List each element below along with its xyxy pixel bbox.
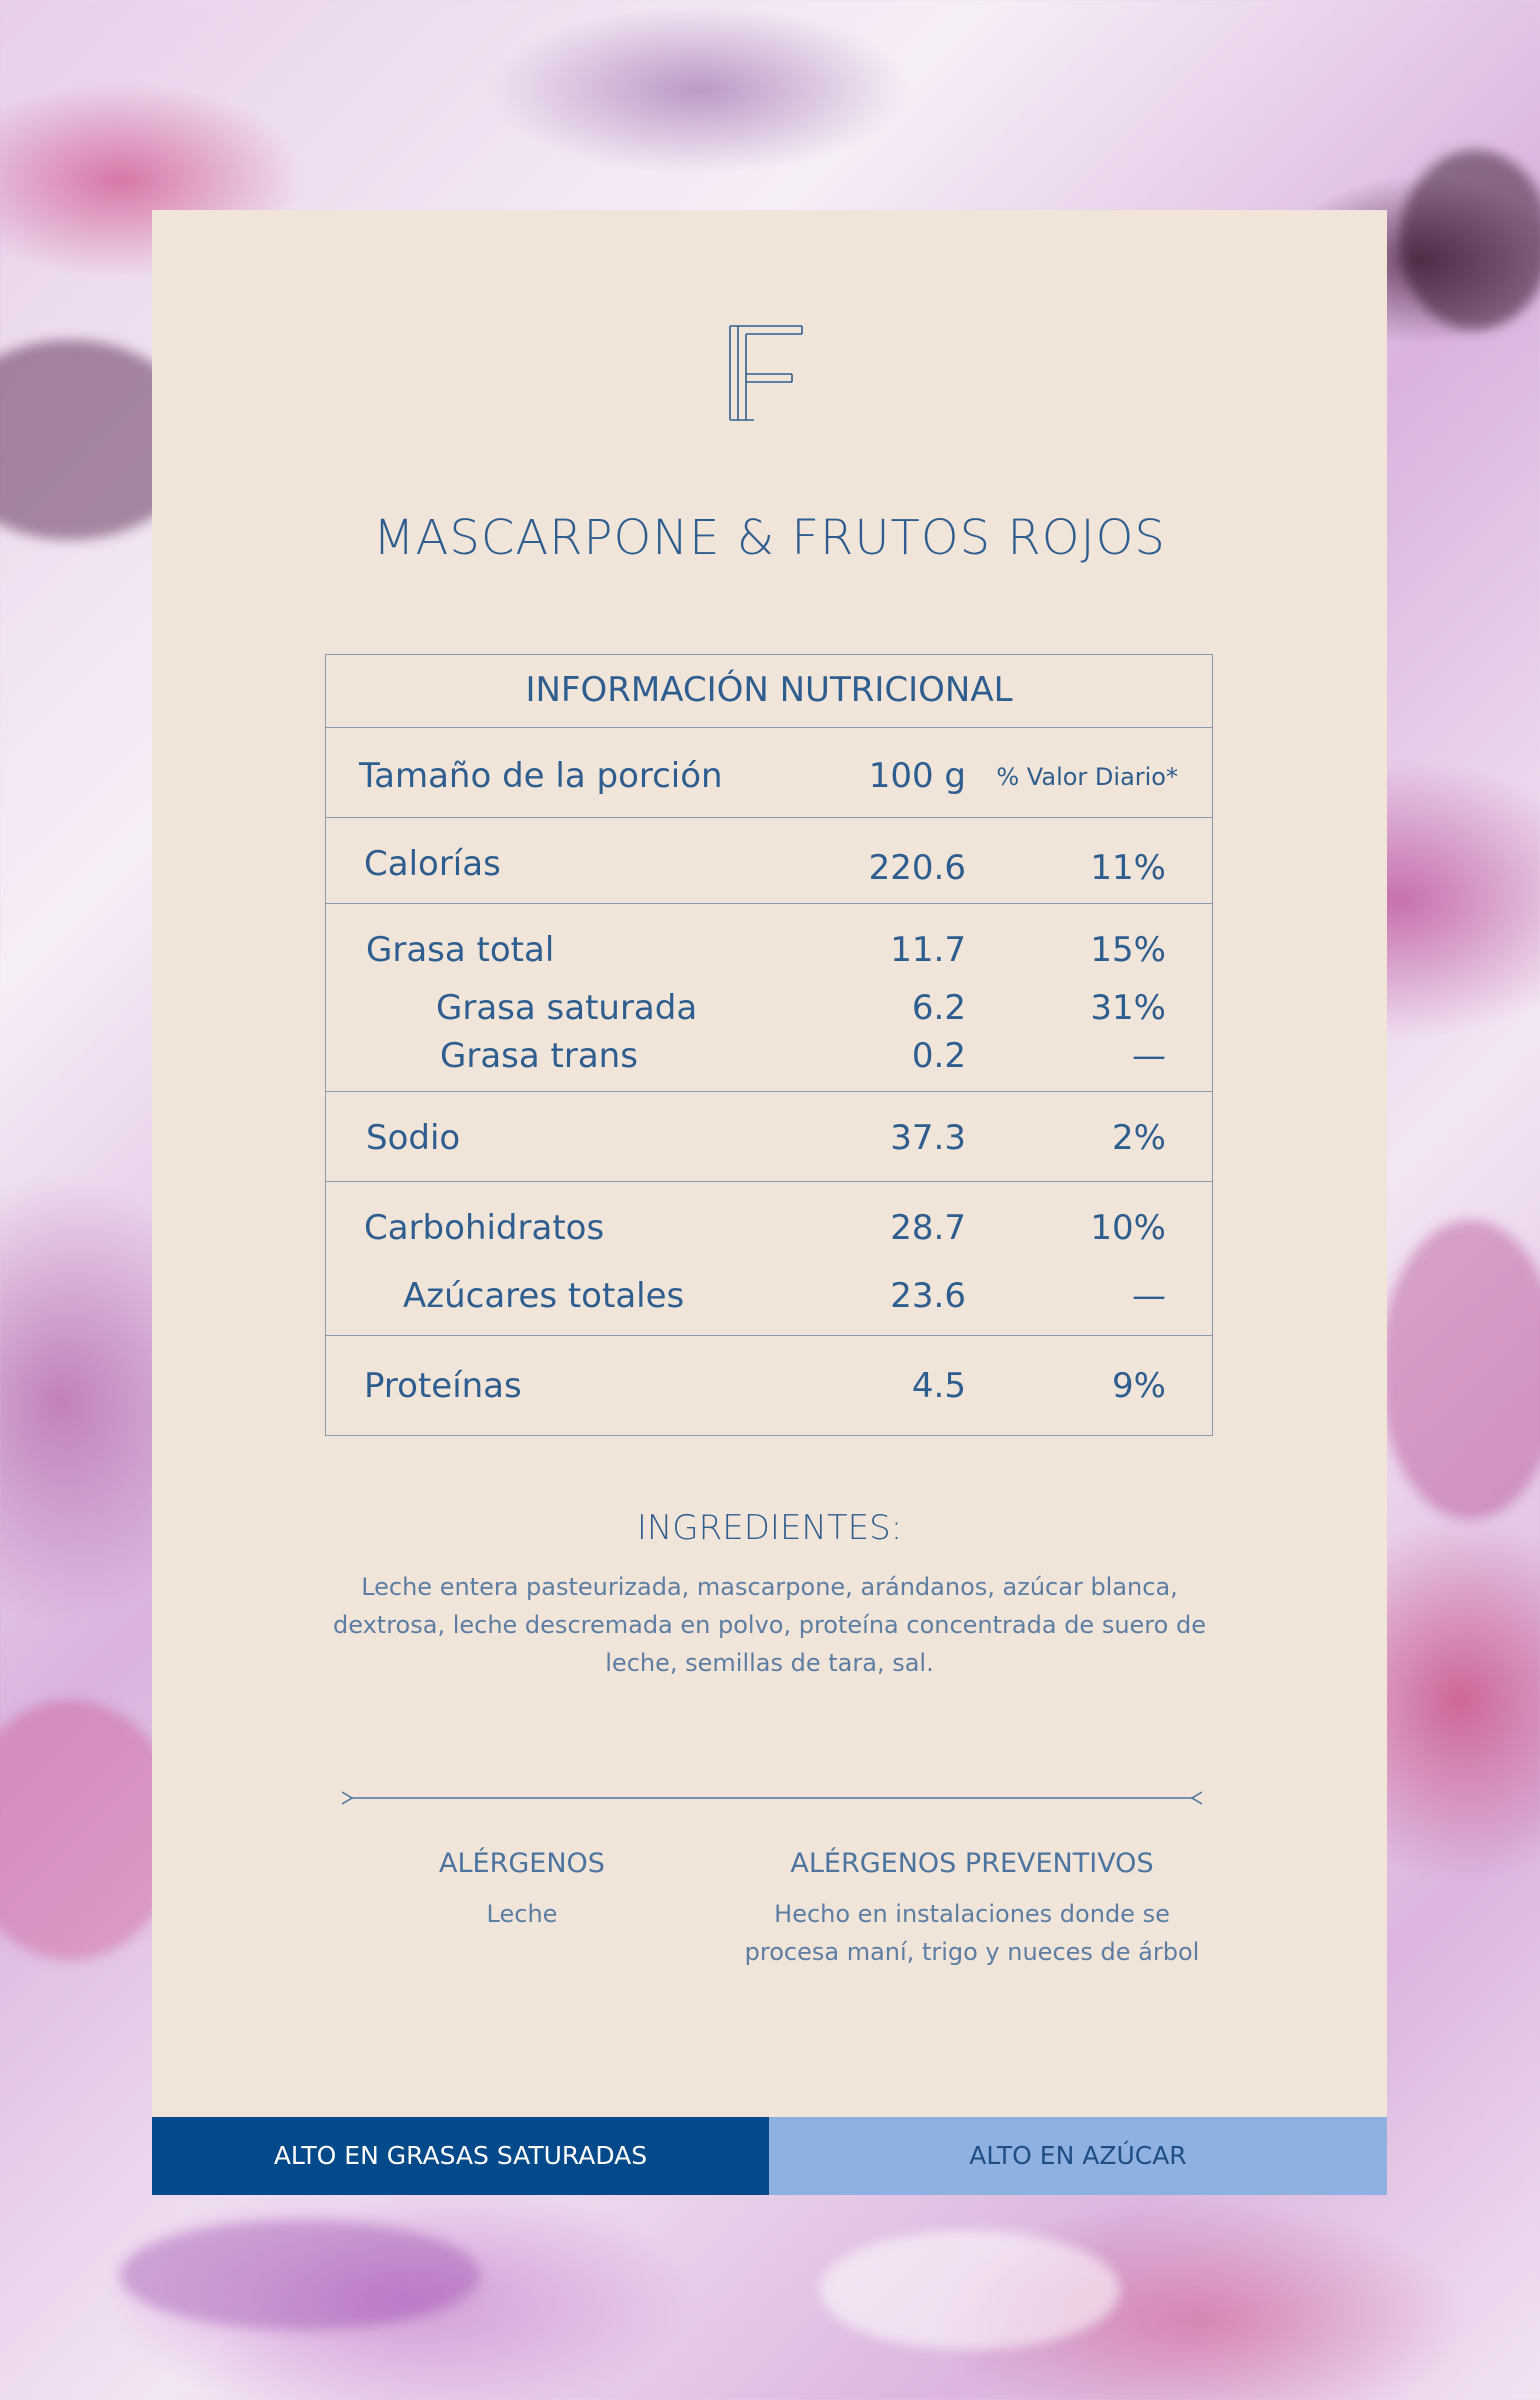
row-label: Grasa total	[366, 930, 555, 970]
serving-size-label: Tamaño de la porción	[359, 756, 723, 796]
row-label: Carbohidratos	[364, 1208, 605, 1248]
ornamental-divider	[342, 1788, 1202, 1808]
ingredients-text: Leche entera pasteurizada, mascarpone, arándanos, azúcar blanca, dextrosa, leche descremada en polvo, proteína concentrada de suero de leche, semillas de tara, sal.	[333, 1573, 1206, 1677]
row-daily-value: 2%	[1112, 1118, 1166, 1158]
row-value: 220.6	[868, 848, 966, 888]
nutrition-facts-table	[325, 654, 1213, 1436]
background-swirl	[820, 2230, 1120, 2350]
table-divider	[326, 1335, 1212, 1336]
row-label: Grasa saturada	[436, 988, 698, 1028]
allergens-text: Leche	[486, 1900, 558, 1928]
table-divider	[326, 1181, 1212, 1182]
serving-size-value: 100 g	[868, 756, 966, 796]
row-value: 11.7	[890, 930, 966, 970]
row-label: Calorías	[364, 844, 501, 884]
background-swirl	[1400, 150, 1540, 330]
table-divider	[326, 817, 1212, 818]
row-daily-value: 9%	[1112, 1366, 1166, 1406]
row-daily-value: 15%	[1090, 930, 1166, 970]
row-daily-value: —	[1132, 1036, 1166, 1076]
nutrition-card	[152, 210, 1387, 2195]
row-label: Sodio	[366, 1118, 461, 1158]
row-label: Proteínas	[364, 1366, 522, 1406]
background-swirl	[120, 2220, 480, 2330]
background-swirl	[1380, 1220, 1540, 1520]
row-value: 0.2	[911, 1036, 966, 1076]
row-daily-value: 31%	[1090, 988, 1166, 1028]
ingredients-title: INGREDIENTES:	[636, 1508, 903, 1548]
preventive-allergens-title: ALÉRGENOS PREVENTIVOS	[790, 1848, 1154, 1879]
high-saturated-fat-badge: ALTO EN GRASAS SATURADAS	[152, 2117, 769, 2195]
table-divider	[326, 903, 1212, 904]
row-value: 37.3	[890, 1118, 966, 1158]
row-label: Grasa trans	[440, 1036, 638, 1076]
row-label: Azúcares totales	[403, 1276, 685, 1316]
table-divider	[326, 1091, 1212, 1092]
product-title: MASCARPONE & FRUTOS ROJOS	[373, 510, 1166, 566]
row-daily-value: 10%	[1090, 1208, 1166, 1248]
row-value: 6.2	[911, 988, 966, 1028]
table-divider	[326, 727, 1212, 728]
high-sugar-badge: ALTO EN AZÚCAR	[769, 2117, 1387, 2195]
nutrition-header: INFORMACIÓN NUTRICIONAL	[525, 670, 1013, 710]
row-value: 23.6	[890, 1276, 966, 1316]
row-daily-value: —	[1132, 1276, 1166, 1316]
row-value: 28.7	[890, 1208, 966, 1248]
daily-value-label: % Valor Diario*	[996, 763, 1178, 791]
row-value: 4.5	[911, 1366, 966, 1406]
row-daily-value: 11%	[1090, 848, 1166, 888]
monogram-f-logo	[726, 322, 806, 422]
allergens-title: ALÉRGENOS	[439, 1848, 605, 1879]
preventive-allergens-text: Hecho en instalaciones donde se procesa maní, trigo y nueces de árbol	[744, 1900, 1200, 1966]
